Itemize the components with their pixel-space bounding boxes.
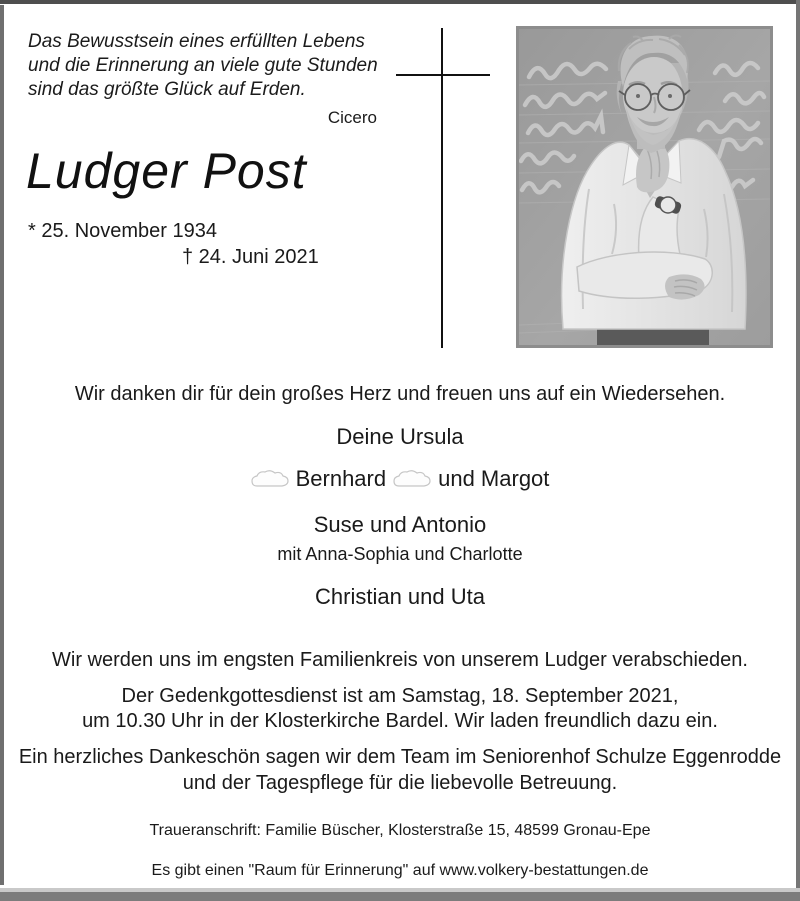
farewell-note: Wir werden uns im engsten Familienkreis von unserem Ludger verabschieden. bbox=[52, 649, 748, 671]
deceased-name: Ludger Post bbox=[26, 143, 307, 199]
mourner-ursula: Deine Ursula bbox=[336, 424, 464, 449]
mourner-grandchildren: mit Anna-Sophia und Charlotte bbox=[277, 544, 523, 564]
death-date: † 24. Juni 2021 bbox=[182, 246, 319, 268]
mourner-christian-uta: Christian und Uta bbox=[315, 584, 485, 609]
portrait-photo-art bbox=[519, 29, 770, 345]
mourner-suse-antonio: Suse und Antonio bbox=[313, 512, 487, 537]
scan-border-bottom bbox=[0, 892, 800, 901]
quote-attribution: Cicero bbox=[327, 108, 377, 127]
scan-border-top bbox=[0, 0, 800, 4]
service-info-line2: um 10.30 Uhr in der Klosterkirche Bardel. Wir laden freundlich dazu ein. bbox=[82, 710, 718, 732]
cross-icon-arm bbox=[396, 74, 490, 76]
mourner-bernhard-name: Bernhard bbox=[295, 466, 387, 491]
mourner-margot-name: und Margot bbox=[438, 466, 550, 491]
care-thanks-line2: und der Tagespflege für die liebevolle Betreuung. bbox=[182, 772, 618, 794]
quote-block bbox=[28, 30, 380, 102]
portrait-photo bbox=[516, 26, 773, 348]
quote-line-2: und die Erinnerung an viele gute Stunden bbox=[28, 55, 378, 76]
mourning-address: Traueranschrift: Familie Büscher, Klosterstraße 15, 48599 Gronau-Epe bbox=[149, 822, 651, 839]
birth-date: * 25. November 1934 bbox=[28, 220, 218, 242]
cloud-icon bbox=[251, 469, 289, 489]
mourner-bernhard-margot bbox=[0, 466, 800, 495]
quote-line-3: sind das größte Glück auf Erden. bbox=[28, 79, 306, 100]
cross-icon bbox=[441, 28, 443, 348]
care-thanks-line1: Ein herzliches Dankeschön sagen wir dem Team im Seniorenhof Schulze Eggenrodde bbox=[18, 746, 782, 768]
memorial-website-note: Es gibt einen "Raum für Erinnerung" auf www.volkery-bestattungen.de bbox=[151, 862, 649, 879]
cloud-icon bbox=[393, 469, 431, 489]
tribute-thanks: Wir danken dir für dein großes Herz und freuen uns auf ein Wiedersehen. bbox=[74, 383, 726, 405]
service-info-line1: Der Gedenkgottesdienst ist am Samstag, 18. September 2021, bbox=[121, 685, 679, 707]
quote-line-1: Das Bewusstsein eines erfüllten Lebens bbox=[28, 31, 365, 52]
